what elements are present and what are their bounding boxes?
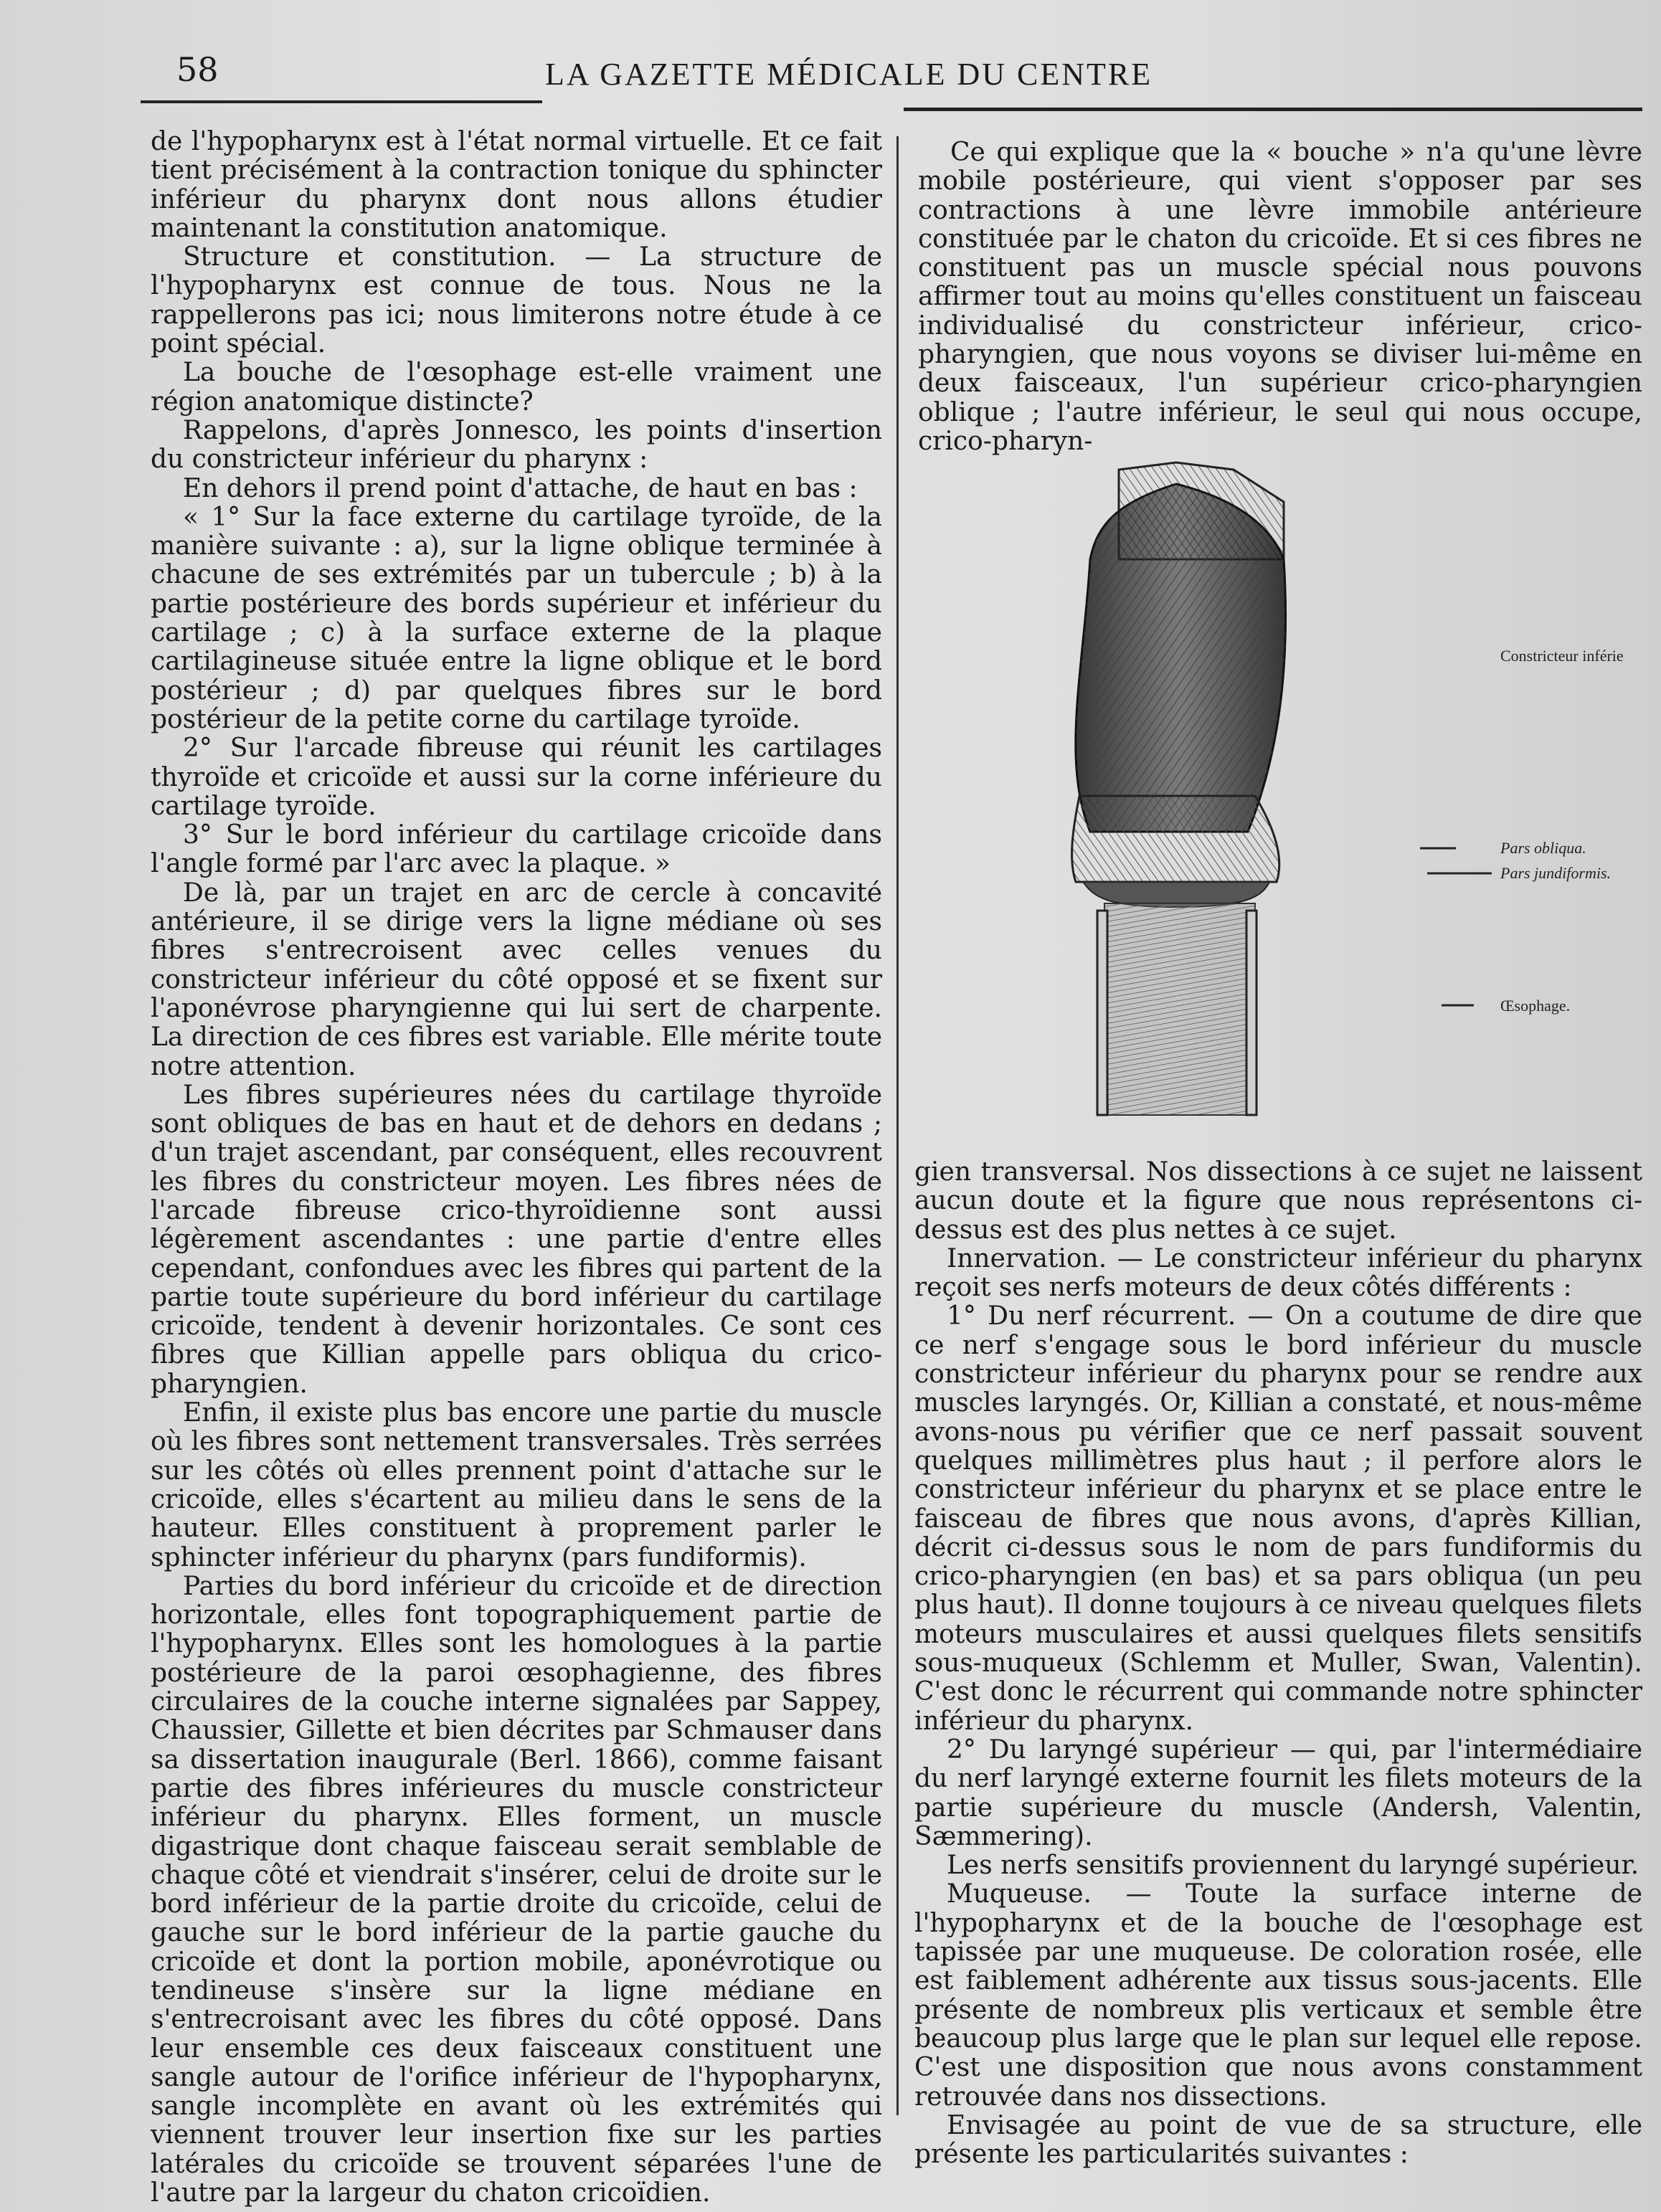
pharynx-illustration bbox=[925, 459, 1650, 1133]
label-pars-obliqua: Pars obliqua. bbox=[1500, 839, 1586, 857]
label-pars-fundiformis: Pars jundiformis. bbox=[1500, 864, 1612, 882]
right-column-top bbox=[918, 138, 1642, 456]
left-column bbox=[151, 128, 882, 2208]
paragraph: de l'hypopharynx est à l'état normal virtuelle. Et ce fait tient précisément à la contraction tonique du sphincter inférieur du pharynx dont nous allons étudier maintenant la constitution anatomique. bbox=[151, 127, 882, 243]
label-oesophage: Œsophage. bbox=[1500, 997, 1571, 1015]
page-header bbox=[0, 43, 1661, 108]
left-border bbox=[1097, 911, 1107, 1115]
paragraph: 2° Sur l'arcade fibreuse qui réunit les cartilages thyroïde et cricoïde et aussi sur la corne inférieure du cartilage tyroïde. bbox=[151, 734, 882, 821]
paragraph: 1° Du nerf récurrent. — On a coutume de dire que ce nerf s'engage sous le bord inférieur du muscle constricteur inférieur du pharynx pour se rendre aux muscles laryngés. Or, Killian a constaté, et nous-même avons-nous pu vérifier que ce nerf passait souvent quelques millimètres plus haut ; il perfore alors le constricteur inférieur du pharynx et se place entre le faisceau de fibres que nous avons, d'après Killian, décrit ci-dessus sous le nom de pars fundiformis du crico-pharyngien (en bas) et sa pars obliqua (un peu plus haut). Il donne toujours à ce niveau quelques filets moteurs musculaires et aussi quelques filets sensitifs sous-muqueux (Schlemm et Muller, Swan, Valentin). C'est donc le récurrent qui commande notre sphincter inférieur du pharynx. bbox=[914, 1301, 1642, 1736]
paragraph: Les fibres supérieures nées du cartilage thyroïde sont obliques de bas en haut et de dehors en dedans ; d'un trajet ascendant, par conséquent, elles recouvrent les fibres du constricteur moyen. Les fibres nées de l'arcade fibreuse crico-thyroïdienne sont aussi légèrement ascendantes : une partie d'entre elles cependant, confondues avec les fibres qui partent de la partie toute supérieure du bord inférieur du cartilage cricoïde, tendent à devenir horizontales. Ce sont ces fibres que Killian appelle pars obliqua du crico-pharyngien. bbox=[151, 1080, 882, 1399]
header-rule-right bbox=[904, 108, 1642, 111]
paragraph: Muqueuse. — Toute la surface interne de l'hypopharynx et de la bouche de l'œsophage est tapissée par une muqueuse. De coloration rosée, elle est faiblement adhérente aux tissus sous-jacents. Elle présente de nombreux plis verticaux et semble être beaucoup plus large que le plan sur lequel elle repose. C'est une disposition que nous avons constamment retrouvée dans nos dissections. bbox=[914, 1879, 1642, 2112]
paragraph: En dehors il prend point d'attache, de haut en bas : bbox=[183, 473, 858, 503]
oesophagus-shade bbox=[1104, 903, 1255, 1115]
paragraph: Ce qui explique que la « bouche » n'a qu'une lèvre mobile postérieure, qui vient s'opposer par ses contractions à une lèvre immobile antérieure constituée par le chaton du cricoïde. Et si ces fibres ne constituent pas un muscle spécial nous pouvons affirmer tout au moins qu'elles constituent un faisceau individualisé du constricteur inférieur, crico-pharyngien, que nous voyons se diviser lui-même en deux faisceaux, l'un supérieur crico-pharyngien oblique ; l'autre inférieur, le seul qui nous occupe, crico-pharyn- bbox=[918, 138, 1642, 456]
column-divider bbox=[896, 136, 899, 2115]
paragraph: De là, par un trajet en arc de cercle à concavité antérieure, il se dirige vers la ligne médiane où ses fibres s'entrecroisent avec celles venues du constricteur inférieur du côté opposé et se fixent sur l'aponévrose pharyngienne qui lui sert de charpente. La direction de ces fibres est variable. Elle mérite toute notre attention. bbox=[151, 878, 882, 1081]
paragraph: Les nerfs sensitifs proviennent du laryngé supérieur. bbox=[947, 1851, 1639, 1881]
paragraph: 2° Du laryngé supérieur — qui, par l'intermédiaire du nerf laryngé externe fournit les filets moteurs de la partie supérieure du muscle (Andersh, Valentin, Sæmmering). bbox=[914, 1734, 1642, 1851]
paragraph: Structure et constitution. — La structure de l'hypopharynx est connue de tous. Nous ne la rappellerons pas ici; nous limiterons notre étude à ce point spécial. bbox=[151, 242, 882, 359]
label-constricteur: Constricteur inférie bbox=[1500, 647, 1624, 665]
right-border bbox=[1246, 911, 1257, 1115]
paragraph: gien transversal. Nos dissections à ce sujet ne laissent aucun doute et la figure que nous représentons ci-dessus est des plus nettes à ce sujet. bbox=[914, 1157, 1642, 1245]
header-rule-left bbox=[141, 100, 542, 103]
paragraph: Parties du bord inférieur du cricoïde et de direction horizontale, elles font topographiquement partie de l'hypopharynx. Elles sont les homologues à la partie postérieure de la paroi œsophagienne, des fibres circulaires de la couche interne signalées par Sappey, Chaussier, Gillette et bien décrites par Schmauser dans sa dissertation inaugurale (Berl. 1866), comme faisant partie des fibres inférieures du muscle constricteur inférieur du pharynx. Elles forment, un muscle digastrique dont chaque faisceau serait semblable de chaque côté et viendrait s'insérer, celui de droite sur le bord inférieur de la partie droite du cricoïde, celui de gauche sur le bord inférieur de la partie gauche du cricoïde et dont la portion mobile, aponévrotique ou tendineuse s'insère sur la ligne médiane en s'entrecroisant avec les fibres du côté opposé. Dans leur ensemble ces deux faisceaux constituent une sangle autour de l'orifice inférieur de l'hypopharynx, sangle incomplète en avant où les extrémités qui viennent trouver leur insertion fixe sur les parties latérales du cricoïde se trouvent séparées l'une de l'autre par la largeur du chaton cricoïdien. bbox=[151, 1571, 882, 2208]
page-number: 58 bbox=[176, 50, 219, 89]
paragraph: « 1° Sur la face externe du cartilage tyroïde, de la manière suivante : a), sur la ligne oblique terminée à chacune de ses extrémités par un tubercule ; b) à la partie postérieure des bords supérieur et inférieur du cartilage ; c) à la surface externe de la plaque cartilagineuse située entre la ligne oblique et le bord postérieur ; d) par quelques fibres sur le bord postérieur de la petite corne du cartilage tyroïde. bbox=[151, 502, 882, 734]
pars-obliqua-band bbox=[1072, 796, 1279, 882]
journal-title: LA GAZETTE MÉDICALE DU CENTRE bbox=[545, 57, 1153, 92]
paragraph: Enfin, il existe plus bas encore une partie du muscle où les fibres sont nettement transversales. Très serrées sur les côtés où elles prennent point d'attache sur le cricoïde, elles s'écartent au milieu dans le sens de la hauteur. Elles constituent à proprement parler le sphincter inférieur du pharynx (pars fundiformis). bbox=[151, 1398, 882, 1572]
paragraph: Rappelons, d'après Jonnesco, les points d'insertion du constricteur inférieur du pharynx : bbox=[151, 415, 882, 475]
paragraph: Innervation. — Le constricteur inférieur du pharynx reçoit ses nerfs moteurs de deux côtés différents : bbox=[914, 1243, 1642, 1303]
anatomical-figure bbox=[925, 459, 1650, 1133]
constrictor-fibres bbox=[1076, 484, 1286, 832]
paragraph: Envisagée au point de vue de sa structure, elle présente les particularités suivantes : bbox=[914, 2110, 1642, 2170]
right-column-bottom bbox=[914, 1158, 1642, 2169]
paragraph: 3° Sur le bord inférieur du cartilage cricoïde dans l'angle formé par l'arc avec la plaque. » bbox=[151, 820, 882, 879]
paragraph: La bouche de l'œsophage est-elle vraiment une région anatomique distincte? bbox=[151, 358, 882, 417]
